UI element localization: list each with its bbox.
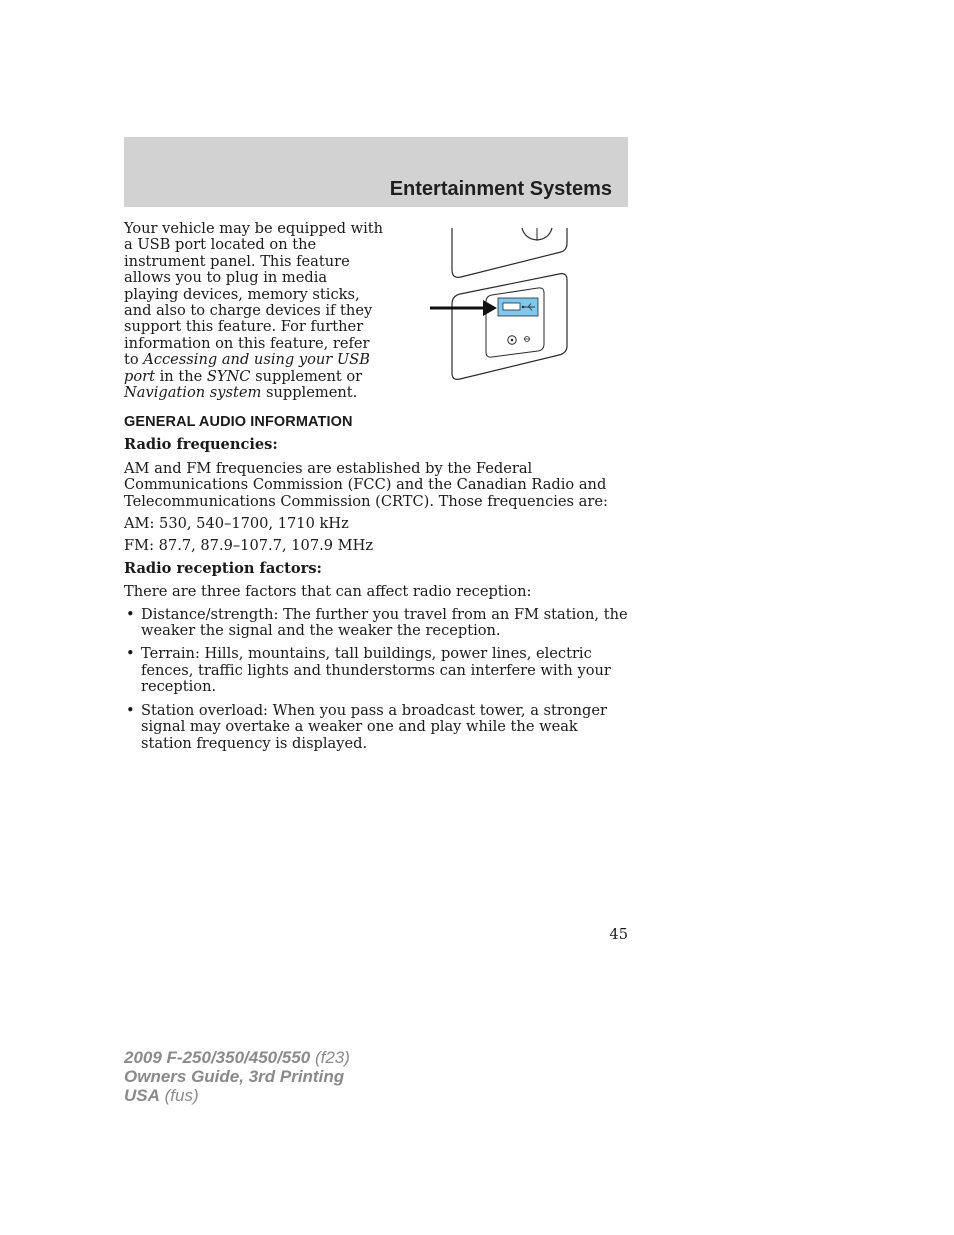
usb-reference: Accessing and using your USB port (124, 351, 370, 385)
list-item-text: Station overload: When you pass a broadcast tower, a stronger signal may overtake a weaker one and play while the weak station frequency is displayed. (141, 701, 608, 752)
radio-frequencies-heading: Radio frequencies: (124, 436, 278, 454)
footer-line (124, 1067, 350, 1086)
footer-line (124, 1086, 350, 1105)
bullet-icon: • (126, 605, 135, 623)
reception-factors-list (124, 607, 630, 752)
bullet-icon: • (126, 645, 135, 663)
intro-text: supplement or (250, 367, 363, 385)
navigation-reference: Navigation system (124, 384, 262, 402)
fm-frequencies: FM: 87.7, 87.9–107.7, 107.9 MHz (124, 537, 374, 555)
bullet-icon: • (126, 701, 135, 719)
document-footer (124, 1048, 350, 1105)
radio-frequencies-text: AM and FM frequencies are established by the Federal Communications Commission (FCC) and the Canadian Radio and Telecommunications Commission (CRTC). Those frequencies are: (124, 459, 608, 510)
footer-market: USA (124, 1086, 160, 1105)
footer-line (124, 1048, 350, 1067)
list-item-text: Terrain: Hills, mountains, tall buildings, power lines, electric fences, traffic lights and thunderstorms can interfere with your reception. (141, 645, 611, 696)
list-item-text: Distance/strength: The further you travel from an FM station, the weaker the signal and the weaker the reception. (141, 605, 628, 640)
page-title: Entertainment Systems (389, 178, 612, 200)
list-item (124, 607, 630, 640)
footer-code: (f23) (310, 1048, 350, 1067)
am-frequencies: AM: 530, 540–1700, 1710 kHz (124, 515, 349, 533)
list-item (124, 703, 630, 752)
list-item (124, 646, 630, 695)
intro-text: Your vehicle may be equipped with a USB port located on the instrument panel. This feature allows you to plug in media playing devices, memory sticks, and also to charge devices if they support this feature. For further information on this feature, refer to (124, 220, 384, 369)
main-content (124, 414, 630, 759)
sync-reference: SYNC (206, 367, 251, 385)
section-heading: GENERAL AUDIO INFORMATION (124, 414, 353, 430)
intro-paragraph (124, 221, 386, 401)
footer-model: 2009 F-250/350/450/550 (124, 1048, 311, 1067)
footer-edition: Owners Guide, 3rd Printing (124, 1067, 345, 1086)
intro-text: in the (154, 367, 207, 385)
usb-port-illustration-icon (428, 226, 573, 384)
usb-port-figure (428, 226, 573, 384)
footer-market-code: (fus) (159, 1086, 199, 1105)
reception-factors-heading: Radio reception factors: (124, 559, 322, 577)
intro-text: supplement. (261, 384, 358, 402)
reception-intro: There are three factors that can affect radio reception: (124, 583, 532, 601)
header-band (124, 137, 628, 207)
page-number: 45 (609, 926, 628, 943)
